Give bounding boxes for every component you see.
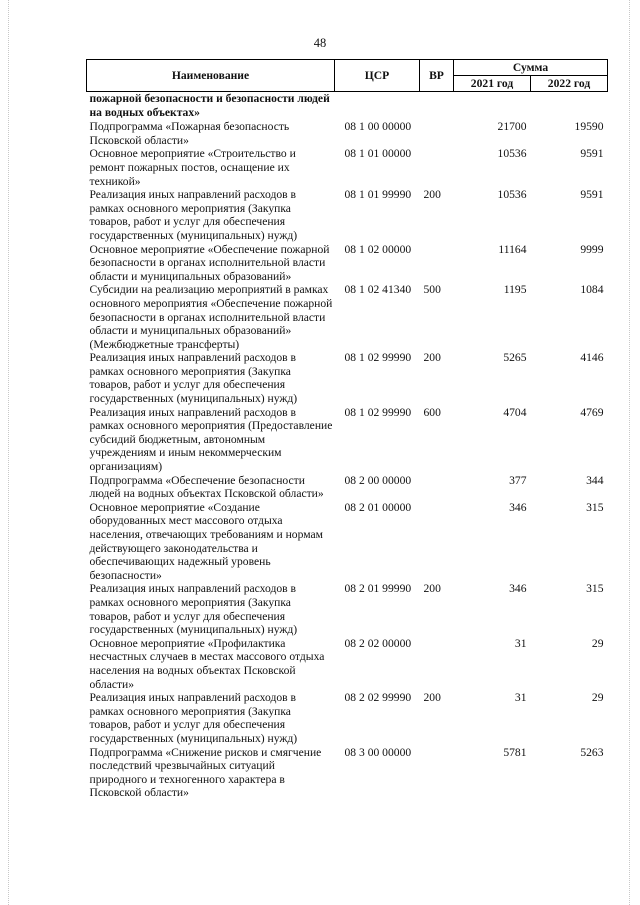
row-2021: 31 [514, 691, 527, 705]
row-vr: 200 [423, 351, 441, 365]
row-2021: 1195 [503, 283, 527, 297]
row-csr: 08 2 00 00000 [344, 473, 412, 487]
row-vr: 200 [423, 691, 441, 705]
row-2022: 4146 [580, 351, 604, 365]
row-2022: 5263 [580, 745, 604, 759]
row-vr: 200 [423, 188, 441, 202]
header-csr: ЦСР [335, 60, 420, 92]
table-row [87, 243, 608, 284]
table-row [87, 637, 608, 691]
table-row [87, 283, 608, 351]
row-vr: 200 [423, 582, 441, 596]
row-vr: 600 [423, 405, 441, 419]
budget-table [86, 59, 607, 800]
row-csr: 08 1 01 99990 [344, 188, 412, 202]
table-row [87, 582, 608, 636]
row-csr: 08 2 01 00000 [344, 500, 412, 514]
row-name: Основное мероприятие «Профилактика несчастных случаев в местах массового отдыха населения на водных объектах Псковской области» [89, 636, 325, 691]
table-row [87, 746, 608, 800]
row-2022: 9591 [580, 188, 604, 202]
row-vr: 500 [423, 283, 441, 297]
row-2021: 5781 [503, 745, 527, 759]
row-name: Основное мероприятие «Создание оборудованных мест массового отдыха населения, отвечающих требованиям и нормам действующего законодательства и обеспечивающих надежный уровень безопасности» [89, 500, 323, 582]
header-vr: ВР [420, 60, 454, 92]
row-2022: 9999 [580, 242, 604, 256]
row-csr: 08 1 00 00000 [344, 120, 412, 134]
row-2021: 31 [514, 636, 527, 650]
table-row [87, 691, 608, 745]
row-csr: 08 3 00 00000 [344, 745, 412, 759]
row-name: Основное мероприятие «Обеспечение пожарной безопасности в органах исполнительной власти области и муниципальных образований» [89, 242, 330, 283]
row-2022: 29 [591, 691, 604, 705]
header-year-2022: 2022 год [531, 76, 608, 92]
row-csr: 08 2 01 99990 [344, 582, 412, 596]
row-name: Подпрограмма «Снижение рисков и смягчение последствий чрезвычайных ситуаций природного и техногенного характера в Псковской области» [89, 745, 322, 800]
row-csr: 08 2 02 00000 [344, 636, 412, 650]
row-name: пожарной безопасности и безопасности людей на водных объектах» [89, 92, 330, 119]
row-2022: 344 [586, 473, 604, 487]
row-vr [420, 92, 454, 121]
header-year-2021: 2021 год [454, 76, 531, 92]
row-2022: 4769 [580, 405, 604, 419]
row-csr: 08 1 02 00000 [344, 242, 412, 256]
row-csr: 08 1 02 99990 [344, 405, 412, 419]
table-header [87, 60, 608, 92]
page-number: 48 [313, 36, 327, 50]
right-scan-edge [629, 0, 631, 905]
row-csr: 08 2 02 99990 [344, 691, 412, 705]
row-2021: 21700 [497, 120, 527, 134]
row-csr: 08 1 02 41340 [344, 283, 412, 297]
row-2021: 10536 [497, 147, 527, 161]
row-csr [335, 92, 420, 121]
header-name: Наименование [87, 60, 335, 92]
row-vr [420, 243, 454, 284]
table-row [87, 120, 608, 147]
row-csr: 08 1 02 99990 [344, 351, 412, 365]
table-row [87, 351, 608, 405]
table-row [87, 147, 608, 188]
table-row [87, 501, 608, 583]
table-row [87, 474, 608, 501]
row-2022: 315 [586, 500, 604, 514]
row-2021: 377 [509, 473, 527, 487]
row-2022 [531, 92, 608, 121]
row-2022: 19590 [574, 120, 604, 134]
row-name: Основное мероприятие «Строительство и ремонт пожарных постов, оснащение их техникой» [89, 147, 296, 188]
row-vr [420, 474, 454, 501]
row-name: Подпрограмма «Пожарная безопасность Псковской области» [89, 120, 290, 147]
table-row [87, 188, 608, 242]
table-row [87, 406, 608, 474]
table-row [87, 92, 608, 121]
left-scan-edge [8, 0, 10, 905]
row-2022: 29 [591, 636, 604, 650]
row-2022: 315 [586, 582, 604, 596]
row-csr: 08 1 01 00000 [344, 147, 412, 161]
row-2021: 346 [509, 582, 527, 596]
row-2022: 1084 [580, 283, 604, 297]
row-name: Подпрограмма «Обеспечение безопасности людей на водных объектах Псковской области» [89, 473, 324, 501]
row-name: Реализация иных направлений расходов в рамках основного мероприятия (Предоставление субсидий бюджетным, автономным учреждениям и иным некоммерческим организациям) [89, 405, 333, 474]
row-2022: 9591 [580, 147, 604, 161]
row-name: Реализация иных направлений расходов в рамках основного мероприятия (Закупка товаров, работ и услуг для обеспечения государственных (муниципальных) нужд) [89, 351, 298, 406]
row-vr [420, 147, 454, 188]
row-2021 [454, 92, 531, 121]
row-vr [420, 120, 454, 147]
header-sum: Сумма [454, 60, 608, 76]
row-2021: 346 [509, 500, 527, 514]
row-2021: 4704 [503, 405, 527, 419]
row-name: Реализация иных направлений расходов в рамках основного мероприятия (Закупка товаров, работ и услуг для обеспечения государственных (муниципальных) нужд) [89, 582, 298, 637]
row-vr [420, 746, 454, 800]
table-body [87, 92, 608, 800]
row-vr [420, 637, 454, 691]
row-name: Субсидии на реализацию мероприятий в рамках основного мероприятия «Обеспечение пожарной безопасности в органах исполнительной власти области и муниципальных образований» (Межбюджетные трансферты) [89, 283, 333, 351]
row-2021: 11164 [498, 242, 527, 256]
row-2021: 5265 [503, 351, 527, 365]
row-name: Реализация иных направлений расходов в рамках основного мероприятия (Закупка товаров, работ и услуг для обеспечения государственных (муниципальных) нужд) [89, 691, 298, 745]
row-2021: 10536 [497, 188, 527, 202]
row-vr [420, 501, 454, 583]
row-name: Реализация иных направлений расходов в рамках основного мероприятия (Закупка товаров, работ и услуг для обеспечения государственных (муниципальных) нужд) [89, 188, 298, 242]
